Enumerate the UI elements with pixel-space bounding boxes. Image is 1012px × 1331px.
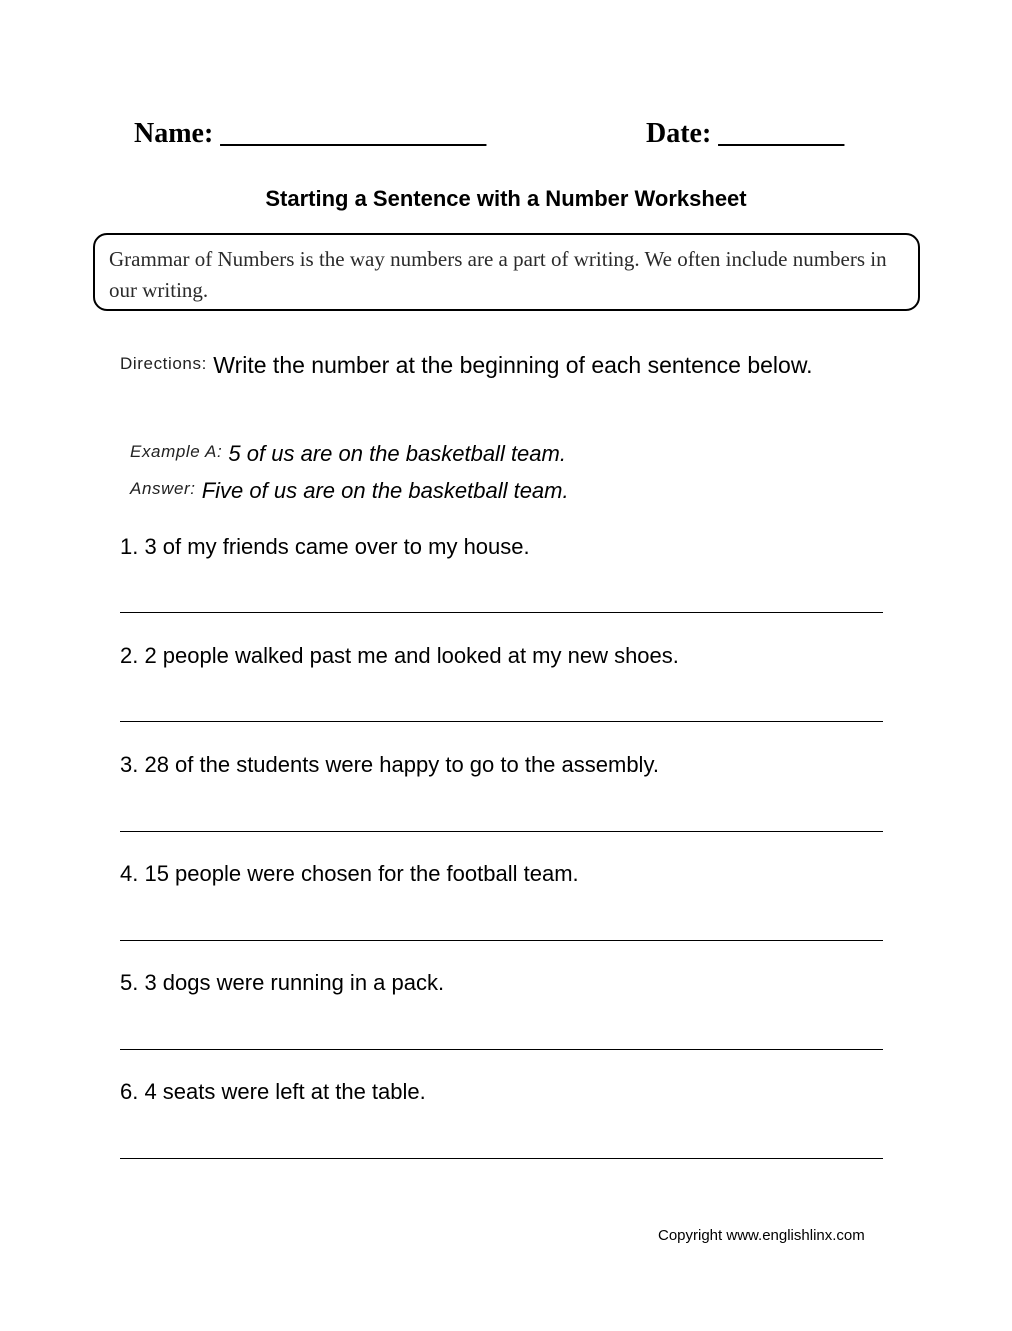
answer-line-5[interactable]	[120, 1049, 883, 1050]
intro-text: Grammar of Numbers is the way numbers are a part of writing. We often include numbers in our writing.	[109, 247, 887, 302]
date-field[interactable]: Date: _________	[646, 118, 845, 149]
answer-line-6[interactable]	[120, 1158, 883, 1159]
copyright-notice: Copyright www.englishlinx.com	[658, 1227, 865, 1244]
directions	[120, 346, 890, 387]
question-6: 6. 4 seats were left at the table.	[120, 1079, 426, 1104]
question-5: 5. 3 dogs were running in a pack.	[120, 970, 445, 995]
answer-line-2[interactable]	[120, 721, 883, 722]
worksheet-title: Starting a Sentence with a Number Worksheet	[265, 186, 747, 211]
directions-label: Directions:	[120, 354, 207, 373]
answer-line-4[interactable]	[120, 940, 883, 941]
name-field[interactable]: Name: ___________________	[134, 118, 487, 149]
question-4: 4. 15 people were chosen for the football team.	[120, 861, 579, 886]
example-answer: Five of us are on the basketball team.	[201, 478, 569, 503]
question-2: 2. 2 people walked past me and looked at my new shoes.	[120, 643, 679, 668]
answer-line-3[interactable]	[120, 831, 883, 832]
answer-label: Answer:	[130, 479, 196, 498]
question-1: 1. 3 of my friends came over to my house.	[120, 534, 530, 559]
intro-box	[93, 233, 920, 311]
example-sentence: 5 of us are on the basketball team.	[228, 441, 566, 466]
question-3: 3. 28 of the students were happy to go to the assembly.	[120, 752, 659, 777]
answer-line-1[interactable]	[120, 612, 883, 613]
example-label: Example A:	[130, 442, 223, 461]
example-answer-line	[130, 478, 569, 504]
directions-text: Write the number at the beginning of each sentence below.	[213, 352, 813, 378]
example-sentence-line	[130, 441, 566, 467]
